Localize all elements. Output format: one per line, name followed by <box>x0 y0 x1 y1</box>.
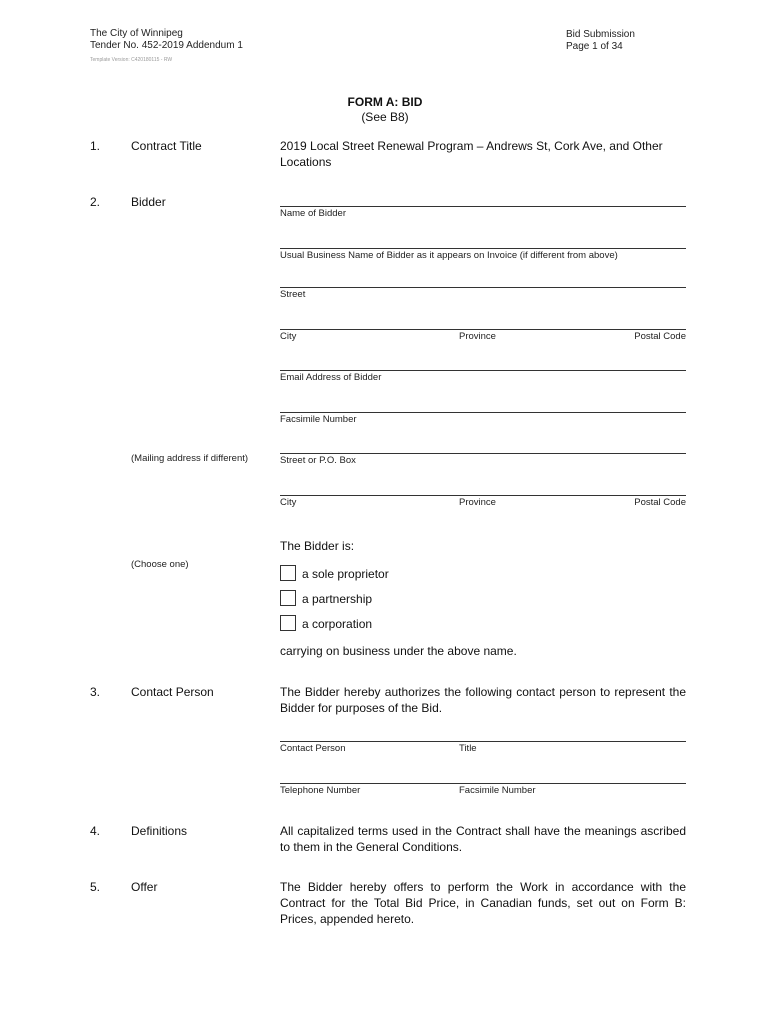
bidder-is-intro: The Bidder is: <box>280 539 355 553</box>
section-2-number: 2. <box>90 195 101 209</box>
form-title: FORM A: BID <box>347 95 423 109</box>
mailing-address-note: (Mailing address if different) <box>131 453 249 464</box>
partnership-label: a partnership <box>302 592 373 606</box>
choose-one-note: (Choose one) <box>131 559 189 570</box>
offer-text: The Bidder hereby offers to perform the Work in accordance with the Contract for the Total Bid Price, in Canadian funds, set out on Form B: Prices, appended hereto. <box>280 880 686 926</box>
mailing-city-caption: City <box>280 497 297 508</box>
bidder-is-outro: carrying on business under the above name. <box>280 644 517 658</box>
telephone-line[interactable] <box>280 783 686 784</box>
email-caption: Email Address of Bidder <box>280 372 382 383</box>
section-1-number: 1. <box>90 139 101 153</box>
facsimile-line[interactable] <box>280 412 686 413</box>
sole-proprietor-checkbox[interactable] <box>280 565 296 581</box>
partnership-checkbox[interactable] <box>280 590 296 606</box>
section-4-number: 4. <box>90 824 101 838</box>
street-po-caption: Street or P.O. Box <box>280 455 356 466</box>
contact-person-line[interactable] <box>280 741 686 742</box>
section-3-number: 3. <box>90 685 101 699</box>
province-caption: Province <box>459 331 496 342</box>
mailing-province-caption: Province <box>459 497 496 508</box>
corporation-checkbox[interactable] <box>280 615 296 631</box>
street-po-line[interactable] <box>280 453 686 454</box>
street-caption: Street <box>280 289 306 300</box>
section-4-label: Definitions <box>131 824 188 838</box>
contact-facsimile-caption: Facsimile Number <box>459 785 536 796</box>
section-1-label: Contract Title <box>131 139 202 153</box>
header-tender: Tender No. 452-2019 Addendum 1 <box>90 40 243 51</box>
section-3-label: Contact Person <box>131 685 214 699</box>
mailing-city-province-postal-line[interactable] <box>280 495 686 496</box>
city-caption: City <box>280 331 297 342</box>
definitions-text: All capitalized terms used in the Contract shall have the meanings ascribed to them in the General Conditions. <box>280 824 686 854</box>
usual-business-name-line[interactable] <box>280 248 686 249</box>
header-org: The City of Winnipeg <box>90 28 183 39</box>
form-subtitle: (See B8) <box>361 110 409 124</box>
section-5-number: 5. <box>90 880 101 894</box>
postal-code-caption: Postal Code <box>634 331 686 342</box>
title-caption: Title <box>459 743 477 754</box>
usual-business-name-caption: Usual Business Name of Bidder as it appears on Invoice (if different from above) <box>280 250 618 261</box>
mailing-postal-code-caption: Postal Code <box>634 497 686 508</box>
header-page-number: Page 1 of 34 <box>566 41 623 52</box>
header-bid-submission: Bid Submission <box>566 29 635 40</box>
contact-person-text: The Bidder hereby authorizes the following contact person to represent the Bidder for purposes of the Bid. <box>280 685 686 715</box>
section-5-label: Offer <box>131 880 158 894</box>
contact-person-caption: Contact Person <box>280 743 346 754</box>
name-of-bidder-caption: Name of Bidder <box>280 208 347 219</box>
email-line[interactable] <box>280 370 686 371</box>
sole-proprietor-label: a sole proprietor <box>302 567 389 581</box>
corporation-label: a corporation <box>302 617 373 631</box>
contract-title-text: 2019 Local Street Renewal Program – Andrews St, Cork Ave, and Other Locations <box>280 139 663 169</box>
telephone-caption: Telephone Number <box>280 785 361 796</box>
facsimile-caption: Facsimile Number <box>280 414 357 425</box>
city-province-postal-line[interactable] <box>280 329 686 330</box>
name-of-bidder-line[interactable] <box>280 206 686 207</box>
section-2-label: Bidder <box>131 195 166 209</box>
street-line[interactable] <box>280 287 686 288</box>
header-template-version: Template Version: C420180115 - RW <box>90 57 173 63</box>
